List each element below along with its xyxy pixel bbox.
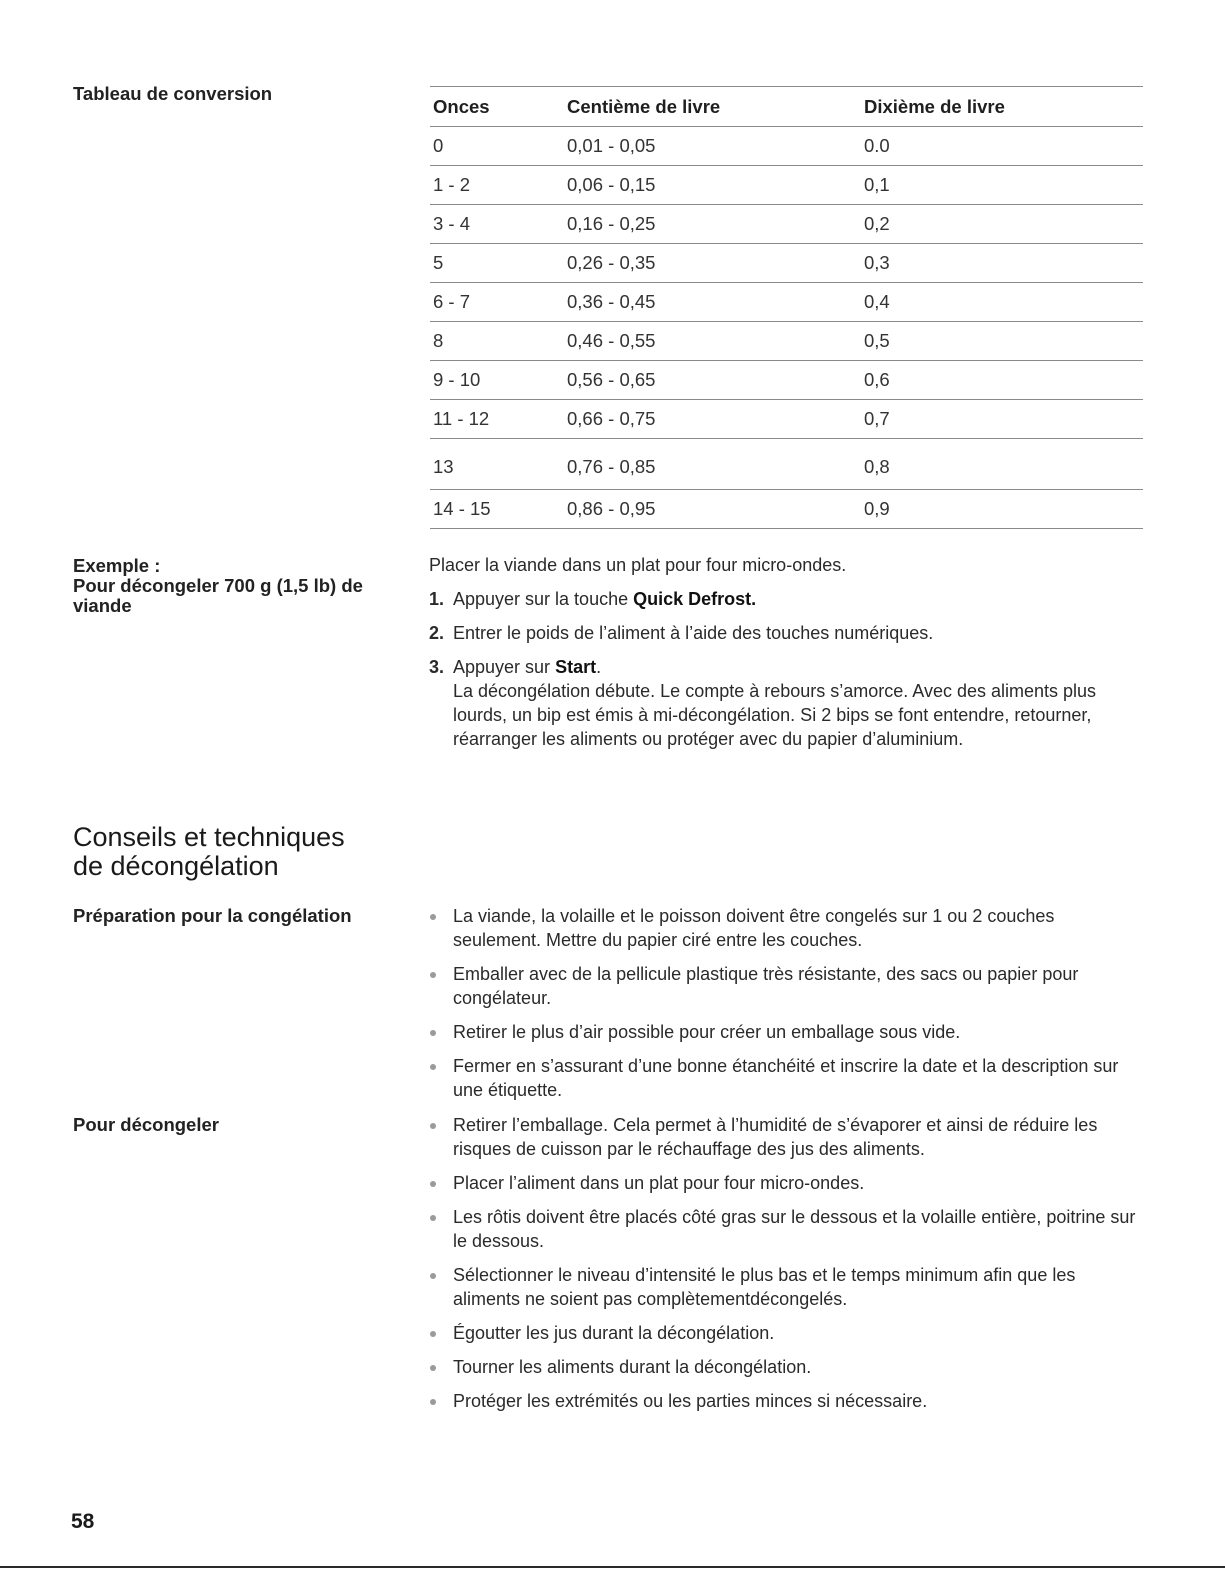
cell-hundredths: 0,26 - 0,35 xyxy=(553,244,857,283)
cell-hundredths: 0,36 - 0,45 xyxy=(553,283,857,322)
step-detail: La décongélation débute. Le compte à rebours s’amorce. Avec des aliments plus lourds, un bip est émis à mi-décongélation. Si 2 bips se font entendre, retourner, réarranger les aliments ou protéger avec du papier d’aluminium. xyxy=(453,681,1097,749)
cell-ounces: 9 - 10 xyxy=(430,361,553,400)
example-label-line: viande xyxy=(73,595,132,616)
example-step xyxy=(429,587,1129,611)
bullet-icon xyxy=(430,1123,436,1129)
cell-hundredths: 0,76 - 0,85 xyxy=(553,439,857,490)
list-item xyxy=(429,904,1144,952)
example-intro: Placer la viande dans un plat pour four micro-ondes. xyxy=(429,555,847,575)
list-item xyxy=(429,1263,1144,1311)
section-title-line: de décongélation xyxy=(73,851,279,881)
step-bold: Quick Defrost. xyxy=(633,589,757,609)
table-row xyxy=(430,283,1143,322)
cell-hundredths: 0,06 - 0,15 xyxy=(553,166,857,205)
bullet-icon xyxy=(430,1181,436,1187)
table-row xyxy=(430,439,1143,490)
cell-hundredths: 0,01 - 0,05 xyxy=(553,127,857,166)
example-steps xyxy=(429,587,1129,751)
cell-ounces: 5 xyxy=(430,244,553,283)
list-item xyxy=(429,1321,1144,1345)
cell-ounces: 0 xyxy=(430,127,553,166)
defrost-label xyxy=(73,1115,393,1135)
bullet-icon xyxy=(430,1273,436,1279)
cell-tenths: 0.0 xyxy=(857,127,1143,166)
bullet-icon xyxy=(430,1064,436,1070)
example-label xyxy=(73,556,393,616)
list-item xyxy=(429,1355,1144,1379)
cell-ounces: 1 - 2 xyxy=(430,166,553,205)
table-row xyxy=(430,166,1143,205)
preparation-label xyxy=(73,906,393,926)
cell-tenths: 0,7 xyxy=(857,400,1143,439)
step-text: Appuyer sur la touche xyxy=(453,589,634,609)
cell-tenths: 0,8 xyxy=(857,439,1143,490)
cell-ounces: 6 - 7 xyxy=(430,283,553,322)
step-bold: Start xyxy=(555,657,597,677)
cell-hundredths: 0,56 - 0,65 xyxy=(553,361,857,400)
table-row xyxy=(430,127,1143,166)
header-hundredths-pound: Centième de livre xyxy=(553,87,857,127)
defrost-label-text: Pour décongeler xyxy=(73,1114,219,1135)
list-item xyxy=(429,1389,1144,1413)
conversion-table-label-text: Tableau de conversion xyxy=(73,83,273,104)
header-ounces: Onces xyxy=(430,87,553,127)
bullet-icon xyxy=(430,1215,436,1221)
bullet-icon xyxy=(430,1331,436,1337)
preparation-list xyxy=(429,904,1144,1112)
step-text: Appuyer sur xyxy=(453,657,556,677)
conversion-table xyxy=(430,86,1143,529)
list-item-text: Égoutter les jus durant la décongélation. xyxy=(453,1323,775,1343)
list-item xyxy=(429,1171,1144,1195)
cell-ounces: 3 - 4 xyxy=(430,205,553,244)
bullet-icon xyxy=(430,914,436,920)
table-row xyxy=(430,322,1143,361)
bottom-rule xyxy=(0,1566,1225,1568)
conversion-table-label xyxy=(73,84,393,104)
table-row xyxy=(430,400,1143,439)
cell-ounces: 8 xyxy=(430,322,553,361)
page-number: 58 xyxy=(71,1510,95,1533)
defrost-list xyxy=(429,1113,1144,1423)
cell-ounces: 14 - 15 xyxy=(430,490,553,529)
cell-hundredths: 0,46 - 0,55 xyxy=(553,322,857,361)
list-item xyxy=(429,1054,1144,1102)
cell-hundredths: 0,86 - 0,95 xyxy=(553,490,857,529)
conversion-table-header xyxy=(430,87,1143,127)
bullet-icon xyxy=(430,1399,436,1405)
list-item xyxy=(429,1205,1144,1253)
cell-tenths: 0,9 xyxy=(857,490,1143,529)
list-item-text: Retirer le plus d’air possible pour créer un emballage sous vide. xyxy=(453,1022,961,1042)
section-title-line: Conseils et techniques xyxy=(73,822,345,852)
list-item-text: Retirer l’emballage. Cela permet à l’humidité de s’évaporer et ainsi de réduire les risques de cuisson par le réchauffage des jus des aliments. xyxy=(453,1115,1098,1159)
list-item-text: Tourner les aliments durant la décongélation. xyxy=(453,1357,812,1377)
list-item-text: Emballer avec de la pellicule plastique très résistante, des sacs ou papier pour congélateur. xyxy=(453,964,1079,1008)
list-item xyxy=(429,1113,1144,1161)
list-item-text: Protéger les extrémités ou les parties minces si nécessaire. xyxy=(453,1391,928,1411)
list-item xyxy=(429,1020,1144,1044)
list-item-text: Les rôtis doivent être placés côté gras sur le dessous et la volaille entière, poitrine sur le dessous. xyxy=(453,1207,1136,1251)
cell-tenths: 0,6 xyxy=(857,361,1143,400)
step-text-after: . xyxy=(596,657,602,677)
preparation-label-text: Préparation pour la congélation xyxy=(73,905,352,926)
list-item-text: La viande, la volaille et le poisson doivent être congelés sur 1 ou 2 couches seulement. Mettre du papier ciré entre les couches. xyxy=(453,906,1055,950)
step-number: 3. xyxy=(429,657,445,677)
table-row xyxy=(430,244,1143,283)
section-title xyxy=(73,823,433,881)
header-tenths-pound: Dixième de livre xyxy=(857,87,1143,127)
bullet-icon xyxy=(430,1030,436,1036)
example-label-line: Exemple : xyxy=(73,555,161,576)
example-instructions xyxy=(429,553,1129,761)
cell-ounces: 11 - 12 xyxy=(430,400,553,439)
cell-tenths: 0,4 xyxy=(857,283,1143,322)
cell-hundredths: 0,16 - 0,25 xyxy=(553,205,857,244)
step-number: 1. xyxy=(429,589,445,609)
table-row xyxy=(430,361,1143,400)
cell-tenths: 0,2 xyxy=(857,205,1143,244)
example-label-line: Pour décongeler 700 g (1,5 lb) de xyxy=(73,575,363,596)
example-step xyxy=(429,655,1129,751)
cell-ounces: 13 xyxy=(430,439,553,490)
list-item xyxy=(429,962,1144,1010)
table-row xyxy=(430,205,1143,244)
cell-hundredths: 0,66 - 0,75 xyxy=(553,400,857,439)
table-row xyxy=(430,490,1143,529)
cell-tenths: 0,5 xyxy=(857,322,1143,361)
bullet-icon xyxy=(430,1365,436,1371)
list-item-text: Placer l’aliment dans un plat pour four micro-ondes. xyxy=(453,1173,865,1193)
list-item-text: Fermer en s’assurant d’une bonne étanchéité et inscrire la date et la description sur une étiquette. xyxy=(453,1056,1119,1100)
step-number: 2. xyxy=(429,623,445,643)
bullet-icon xyxy=(430,972,436,978)
cell-tenths: 0,3 xyxy=(857,244,1143,283)
list-item-text: Sélectionner le niveau d’intensité le plus bas et le temps minimum afin que les aliments ne soient pas complètementdécongelés. xyxy=(453,1265,1076,1309)
cell-tenths: 0,1 xyxy=(857,166,1143,205)
step-text: Entrer le poids de l’aliment à l’aide des touches numériques. xyxy=(453,623,934,643)
example-step xyxy=(429,621,1129,645)
